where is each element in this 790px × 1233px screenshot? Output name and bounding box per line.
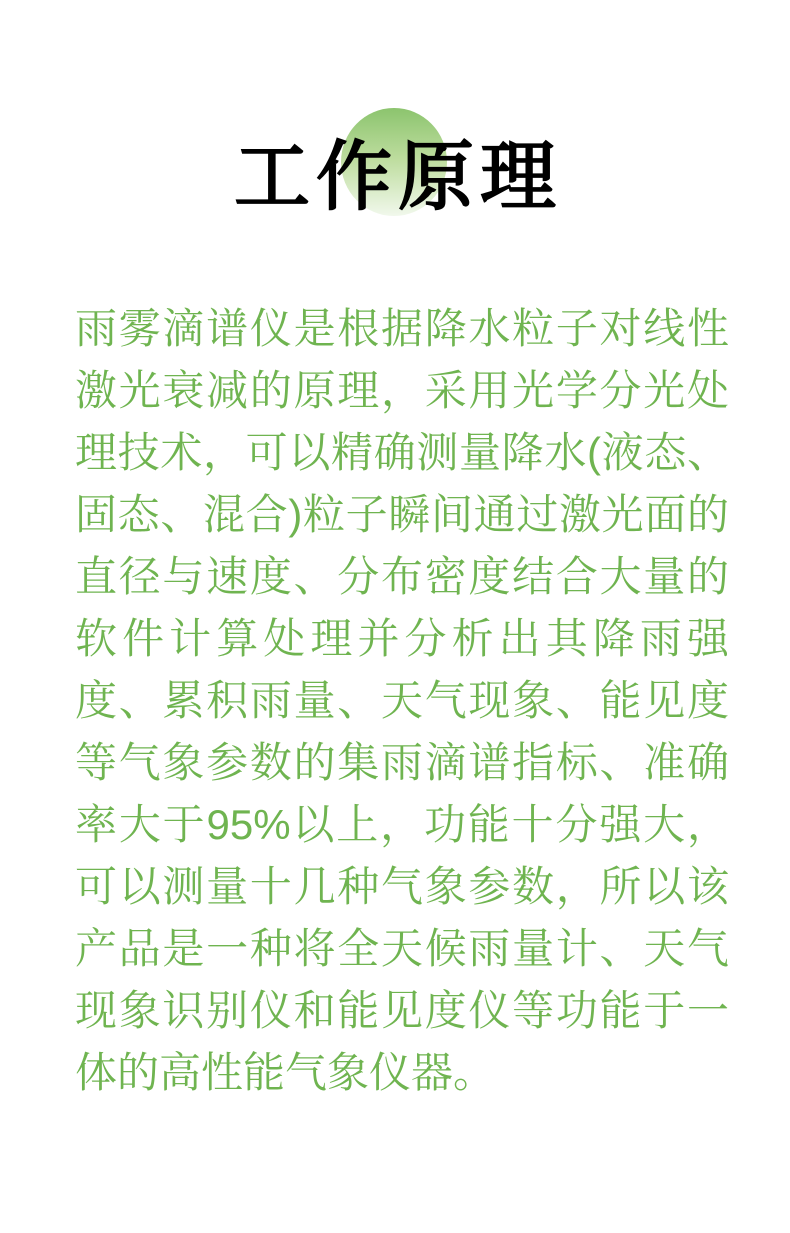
paragraph-line: 激光衰减的原理，采用光学分光处 bbox=[75, 367, 729, 414]
paragraph-line: 理技术，可以精确测量降水(液态、 bbox=[75, 429, 729, 476]
title-section bbox=[0, 0, 790, 270]
paragraph-line: 可以测量十几种气象参数，所以该 bbox=[75, 863, 729, 910]
paragraph-line: 直径与速度、分布密度结合大量的 bbox=[75, 553, 729, 600]
paragraph-line: 度、累积雨量、天气现象、能见度 bbox=[75, 677, 729, 724]
body-paragraph bbox=[75, 298, 729, 1104]
paragraph-line: 体的高性能气象仪器。 bbox=[75, 1049, 496, 1096]
page-title: 工作原理 bbox=[234, 136, 562, 220]
paragraph-line: 固态、混合)粒子瞬间通过激光面的 bbox=[75, 491, 729, 538]
paragraph-line: 率大于95%以上，功能十分强大， bbox=[75, 801, 729, 848]
paragraph-line: 等气象参数的集雨滴谱指标、准确 bbox=[75, 739, 729, 786]
paragraph-line: 软件计算处理并分析出其降雨强 bbox=[75, 615, 729, 662]
paragraph-line: 雨雾滴谱仪是根据降水粒子对线性 bbox=[75, 305, 729, 352]
paragraph-line: 现象识别仪和能见度仪等功能于一 bbox=[75, 987, 729, 1034]
paragraph-line: 产品是一种将全天候雨量计、天气 bbox=[75, 925, 729, 972]
